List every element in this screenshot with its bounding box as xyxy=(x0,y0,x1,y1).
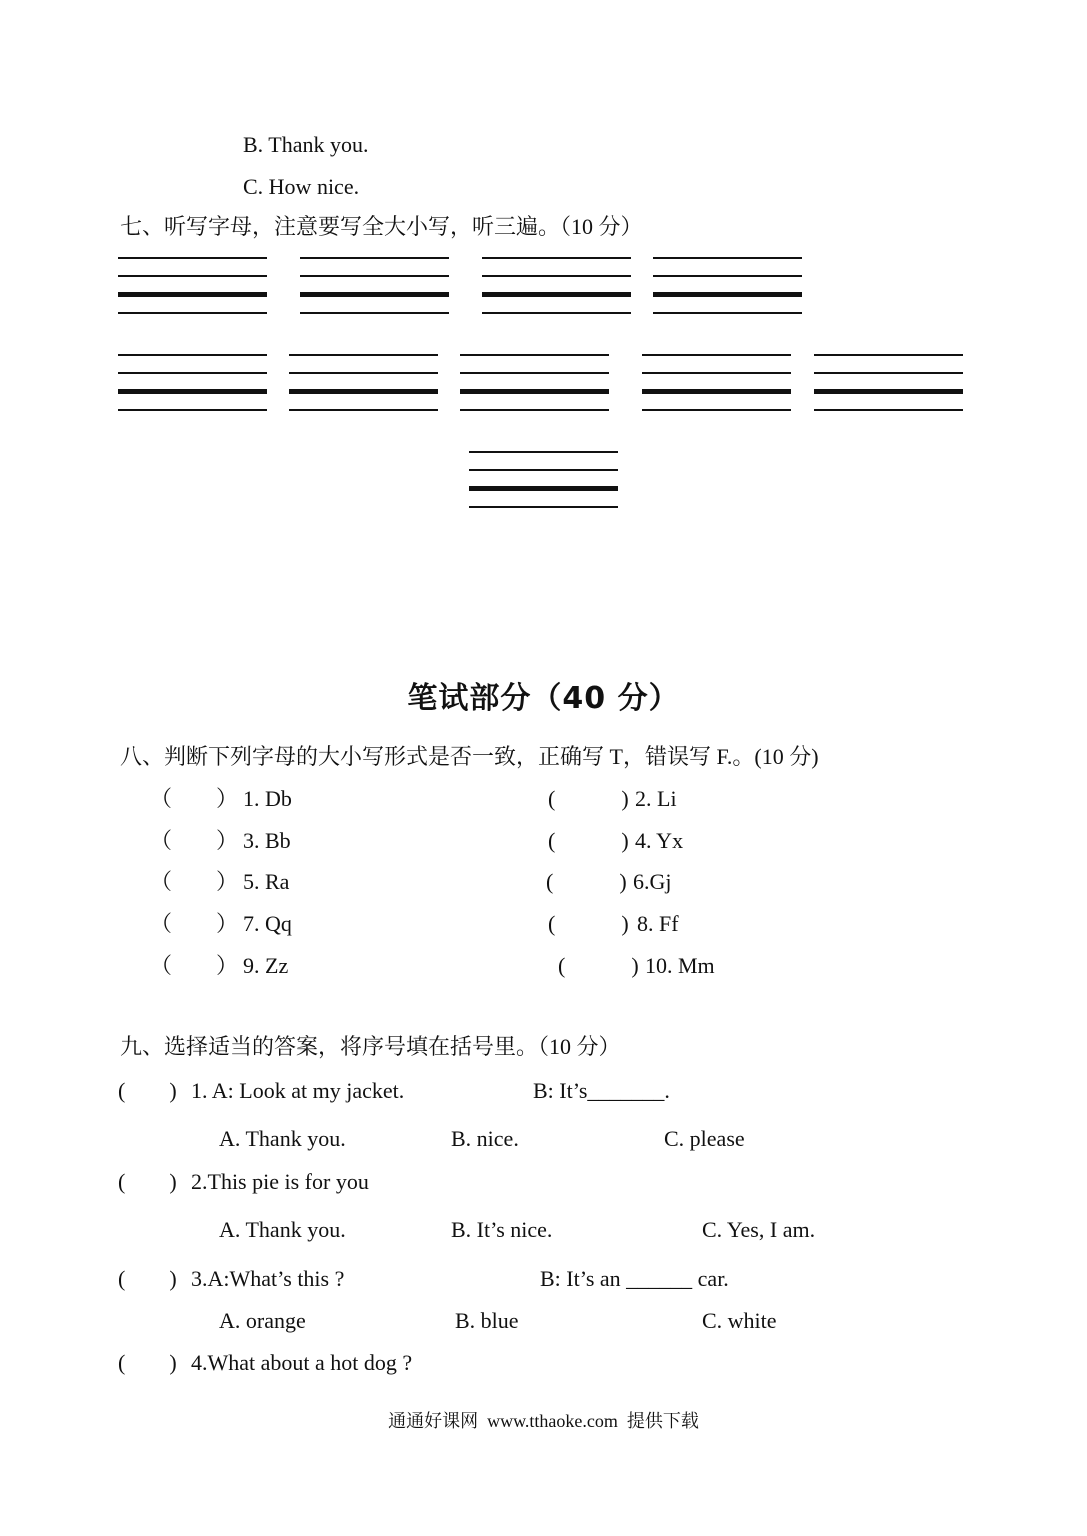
answer-paren[interactable]: ( ) xyxy=(118,1350,177,1375)
option-c: C. How nice. xyxy=(243,174,360,199)
writing-lines[interactable] xyxy=(300,257,449,315)
option-a: A. orange xyxy=(219,1308,306,1333)
answer-paren[interactable]: （ ） xyxy=(150,953,239,978)
answer-paren[interactable]: ( ) xyxy=(548,828,629,853)
writing-lines[interactable] xyxy=(814,354,963,412)
item-text: 1. Db xyxy=(243,786,292,811)
answer-paren[interactable]: ( ) xyxy=(548,786,629,811)
answer-paren[interactable]: ( ) xyxy=(118,1266,177,1291)
option-b: B. blue xyxy=(455,1308,519,1333)
item-text: 9. Zz xyxy=(243,953,289,978)
item-text: 10. Mm xyxy=(645,953,715,978)
answer-paren[interactable]: （ ） xyxy=(150,911,239,936)
item-text: 2. Li xyxy=(635,786,677,811)
writing-lines[interactable] xyxy=(653,257,802,315)
question-b-text: B: It’s an ______ car. xyxy=(540,1266,729,1291)
writing-lines[interactable] xyxy=(118,257,267,315)
option-b: B. Thank you. xyxy=(243,132,369,157)
answer-paren[interactable]: ( ) xyxy=(118,1078,177,1103)
writing-lines[interactable] xyxy=(460,354,609,412)
answer-paren[interactable]: ( ) xyxy=(548,911,629,936)
answer-paren[interactable]: （ ） xyxy=(150,828,239,853)
question-text: 1. A: Look at my jacket. xyxy=(191,1078,405,1103)
answer-paren[interactable]: （ ） xyxy=(150,786,239,811)
item-text: 5. Ra xyxy=(243,869,290,894)
question-text: 4.What about a hot dog ? xyxy=(191,1350,413,1375)
option-c: C. Yes, I am. xyxy=(702,1217,816,1242)
option-b: B. nice. xyxy=(451,1126,519,1151)
written-part-heading: 笔试部分（40 分） xyxy=(407,681,680,716)
question-b-text: B: It’s_______. xyxy=(533,1078,670,1103)
page-footer: 通通好课网 www.tthaoke.com 提供下载 xyxy=(388,1411,699,1431)
question-text: 2.This pie is for you xyxy=(191,1169,369,1194)
answer-paren[interactable]: ( ) xyxy=(118,1169,177,1194)
answer-paren[interactable]: ( ) xyxy=(546,869,627,894)
section8-title: 八、判断下列字母的大小写形式是否一致，正确写 T，错误写 F.。(10 分) xyxy=(120,744,819,769)
item-text: 6.Gj xyxy=(633,869,672,894)
option-c: C. please xyxy=(664,1126,745,1151)
option-a: A. Thank you. xyxy=(219,1217,346,1242)
item-text: 8. Ff xyxy=(637,911,679,936)
question-text: 3.A:What’s this ? xyxy=(191,1266,345,1291)
writing-lines[interactable] xyxy=(482,257,631,315)
writing-lines[interactable] xyxy=(118,354,267,412)
option-b: B. It’s nice. xyxy=(451,1217,553,1242)
writing-lines[interactable] xyxy=(469,451,618,509)
section7-title: 七、听写字母，注意要写全大小写，听三遍。（10 分） xyxy=(120,214,643,239)
option-c: C. white xyxy=(702,1308,777,1333)
writing-lines[interactable] xyxy=(642,354,791,412)
answer-paren[interactable]: ( ) xyxy=(558,953,639,978)
item-text: 7. Qq xyxy=(243,911,292,936)
answer-paren[interactable]: （ ） xyxy=(150,869,239,894)
option-a: A. Thank you. xyxy=(219,1126,346,1151)
section9-title: 九、选择适当的答案，将序号填在括号里。（10 分） xyxy=(120,1034,621,1059)
writing-lines[interactable] xyxy=(289,354,438,412)
item-text: 3. Bb xyxy=(243,828,291,853)
item-text: 4. Yx xyxy=(635,828,684,853)
